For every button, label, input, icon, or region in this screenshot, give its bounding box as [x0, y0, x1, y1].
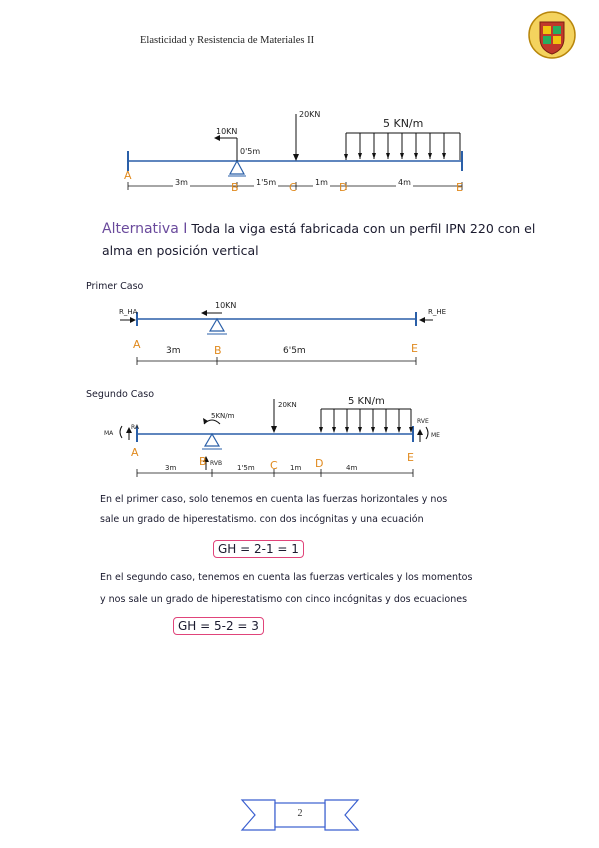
segundo-distributed-label: 5 KN/m [348, 396, 385, 407]
primer-load-label: 10KN [215, 301, 237, 310]
segundo-point-A: A [131, 446, 139, 459]
primer-point-E: E [411, 342, 418, 355]
document-header-title: Elasticidad y Resistencia de Materiales II [140, 35, 315, 46]
segundo-moment-label: 5KN/m [211, 412, 235, 420]
fig1-point-B: B [231, 181, 239, 194]
fig1-point-A: A [124, 169, 132, 182]
fig1-point-E: E [456, 181, 463, 194]
fig1-point-load-label: 20KN [299, 110, 321, 119]
fig1-point-C: C [289, 181, 297, 194]
segundo-point-load-label: 20KN [278, 401, 297, 409]
primer-point-B: B [214, 344, 222, 357]
primer-dim-3m: 3m [166, 346, 181, 356]
fig1-dim-1m: 1m [315, 178, 328, 187]
fig1-moment-arm-label: 0'5m [240, 147, 261, 156]
text1-line-2: sale un grado de hiperestatismo. con dos incógnitas y una ecuación [100, 514, 424, 525]
segundo-reaction-rve: RVE [417, 418, 429, 425]
fig1-dim-3m: 3m [175, 178, 188, 187]
fig1-distributed-load-label: 5 KN/m [383, 117, 424, 130]
alternativa-heading: Alternativa I [102, 221, 188, 237]
segundo-dim-1m: 1m [290, 464, 302, 472]
primer-reaction-left: R_HA [119, 308, 138, 316]
segundo-caso-heading: Segundo Caso [86, 389, 155, 400]
segundo-reaction-rvb: RVB [210, 460, 223, 467]
primer-point-A: A [133, 338, 141, 351]
segundo-point-D: D [315, 457, 324, 470]
segundo-dim-4m: 4m [346, 464, 358, 472]
text2-line-1: En el segundo caso, tenemos en cuenta las fuerzas verticales y los momentos [100, 572, 473, 583]
segundo-reaction-ra: RA [131, 424, 140, 431]
segundo-point-E: E [407, 451, 414, 464]
alternativa-text-1: Toda la viga está fabricada con un perfil IPN 220 con el [191, 221, 536, 236]
segundo-point-B: B [199, 455, 207, 468]
fig1-moment-label: 10KN [216, 127, 238, 136]
alternativa-line-2: alma en posición vertical [102, 243, 259, 258]
segundo-moment-ma: MA [104, 430, 114, 437]
segundo-point-C: C [270, 459, 278, 472]
segundo-moment-me: ME [431, 432, 440, 439]
formula-gh-primer: GH = 2-1 = 1 [213, 540, 304, 558]
fig1-point-D: D [339, 181, 348, 194]
primer-dim-6-5m: 6'5m [283, 346, 306, 356]
segundo-dim-3m: 3m [165, 464, 177, 472]
segundo-dim-1-5m: 1'5m [237, 464, 255, 472]
primer-reaction-right: R_HE [428, 308, 447, 316]
primer-caso-heading: Primer Caso [86, 281, 144, 292]
text1-line-1: En el primer caso, solo tenemos en cuenta las fuerzas horizontales y nos [100, 494, 448, 505]
formula-gh-segundo: GH = 5-2 = 3 [173, 617, 264, 635]
page-number: 2 [297, 808, 303, 819]
fig1-dim-1-5m: 1'5m [256, 178, 277, 187]
text2-line-2: y nos sale un grado de hiperestatismo con cinco incógnitas y dos ecuaciones [100, 594, 468, 605]
fig1-dim-4m: 4m [398, 178, 411, 187]
